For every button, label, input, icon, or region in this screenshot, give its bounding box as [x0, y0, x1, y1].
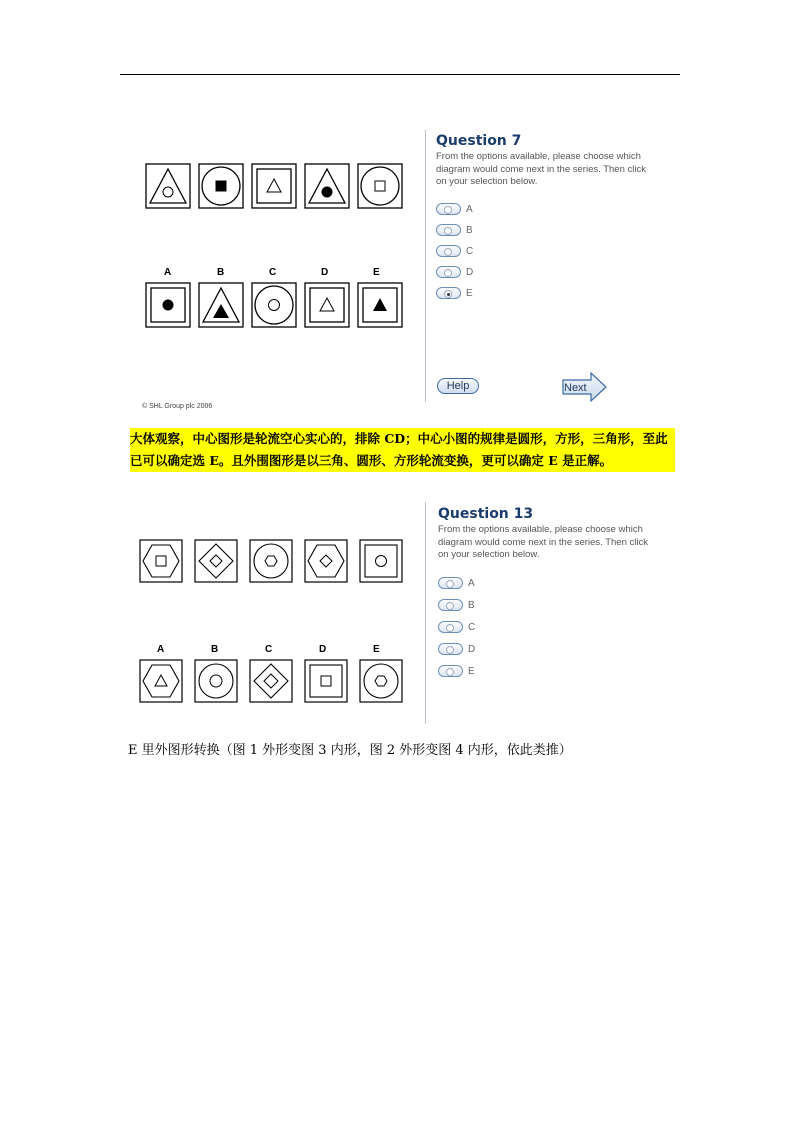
q7-series-diagram-1: [146, 164, 190, 208]
q7-series-diagram-3: [252, 164, 296, 208]
q7-answer-diagram-e: [358, 283, 402, 327]
q7-series-diagram-5: [358, 164, 402, 208]
q7-series-row: [145, 163, 405, 216]
q13-answer-diagram-e: [360, 660, 402, 702]
q13-answer-letter-c: C: [265, 644, 273, 655]
q7-radio-a[interactable]: [436, 203, 461, 215]
q7-instructions: From the options available, please choose which diagram would come next in the series. Then click on your selection below.: [436, 151, 646, 187]
q7-answer-letter-a: A: [164, 267, 172, 278]
q13-answer-diagram-d: [305, 660, 347, 702]
q13-answer-letter-e: E: [373, 644, 380, 655]
q13-title: Question 13: [438, 506, 534, 522]
q13-answer-diagram-a: [140, 660, 182, 702]
q7-answer-letter-c: C: [269, 267, 277, 278]
q13-answer-diagram-b: [195, 660, 237, 702]
q7-radio-d[interactable]: [436, 266, 461, 278]
q7-panel-divider: [425, 130, 426, 402]
q7-option-e[interactable]: [436, 286, 473, 300]
q13-answer-letter-d: D: [319, 644, 327, 655]
q7-answer-letter-b: B: [217, 267, 225, 278]
q13-option-e[interactable]: [438, 664, 475, 678]
q7-title: Question 7: [436, 133, 522, 149]
q7-option-b[interactable]: [436, 223, 473, 237]
q7-option-e-label: E: [466, 287, 473, 299]
q13-series-diagram-3: [250, 540, 292, 582]
next-button[interactable]: [562, 372, 608, 407]
q7-radio-b[interactable]: [436, 224, 461, 236]
q7-option-d-label: D: [466, 266, 474, 278]
q13-answer-row: [139, 659, 404, 708]
q13-panel-divider: [425, 502, 426, 724]
q13-series-diagrams: [139, 539, 404, 583]
q7-answer-diagrams: [145, 282, 405, 330]
help-button-label: Help: [446, 380, 470, 392]
next-button-label: Next: [564, 382, 587, 394]
q13-series-diagram-5: [360, 540, 402, 582]
q13-radio-a[interactable]: [438, 577, 463, 589]
q13-answer-letter-a: A: [157, 644, 165, 655]
next-arrow-icon: [562, 372, 608, 402]
q13-instructions: From the options available, please choose which diagram would come next in the series. Then click on your selection below.: [438, 524, 648, 560]
q7-explanation: 大体观察，中心图形是轮流空心实心的，排除 CD；中心小图的规律是圆形，方形，三角形，至此已可以确定选 E。且外围图形是以三角、圆形、方形轮流变换，更可以确定 E 是正解。: [130, 428, 675, 472]
q7-series-diagram-4: [305, 164, 349, 208]
q13-option-e-label: E: [468, 665, 475, 677]
q7-radio-c[interactable]: [436, 245, 461, 257]
help-button[interactable]: [437, 378, 479, 394]
q7-option-c[interactable]: [436, 244, 473, 258]
q13-option-a-label: A: [468, 577, 475, 589]
q7-option-c-label: C: [466, 245, 474, 257]
q13-options: [438, 576, 475, 678]
q13-series-diagram-2: [195, 540, 237, 582]
q13-option-c[interactable]: [438, 620, 475, 634]
q7-option-a[interactable]: [436, 202, 473, 216]
q13-series-diagram-1: [140, 540, 182, 582]
q13-option-b[interactable]: [438, 598, 475, 612]
q7-series-diagram-2: [199, 164, 243, 208]
q13-series-row: [139, 539, 404, 588]
copyright: © SHL Group plc 2006: [142, 403, 213, 410]
q7-answer-diagram-c: [252, 283, 296, 327]
q7-answer-row: [145, 282, 405, 335]
q13-radio-c[interactable]: [438, 621, 463, 633]
q13-explanation: E 里外图形转换（图 1 外形变图 3 内形，图 2 外形变图 4 内形，依此类推）: [128, 743, 572, 758]
q7-option-b-label: B: [466, 224, 473, 236]
q13-option-a[interactable]: [438, 576, 475, 590]
top-rule: [120, 74, 680, 75]
q7-answer-letter-d: D: [321, 267, 329, 278]
q13-option-d-label: D: [468, 643, 476, 655]
q13-series-diagram-4: [305, 540, 347, 582]
q13-radio-d[interactable]: [438, 643, 463, 655]
q7-answer-letter-e: E: [373, 267, 380, 278]
q13-radio-e[interactable]: [438, 665, 463, 677]
q13-option-b-label: B: [468, 599, 475, 611]
q7-options: [436, 202, 473, 300]
q13-answer-diagrams: [139, 659, 404, 703]
q13-answer-letter-b: B: [211, 644, 219, 655]
q13-option-c-label: C: [468, 621, 476, 633]
q13-option-d[interactable]: [438, 642, 475, 656]
q7-radio-e[interactable]: [436, 287, 461, 299]
q13-answer-diagram-c: [250, 660, 292, 702]
q7-option-d[interactable]: [436, 265, 473, 279]
q7-answer-diagram-a: [146, 283, 190, 327]
q7-series-diagrams: [145, 163, 405, 211]
q7-answer-diagram-b: [199, 283, 243, 327]
q13-radio-b[interactable]: [438, 599, 463, 611]
q7-option-a-label: A: [466, 203, 473, 215]
q7-answer-diagram-d: [305, 283, 349, 327]
